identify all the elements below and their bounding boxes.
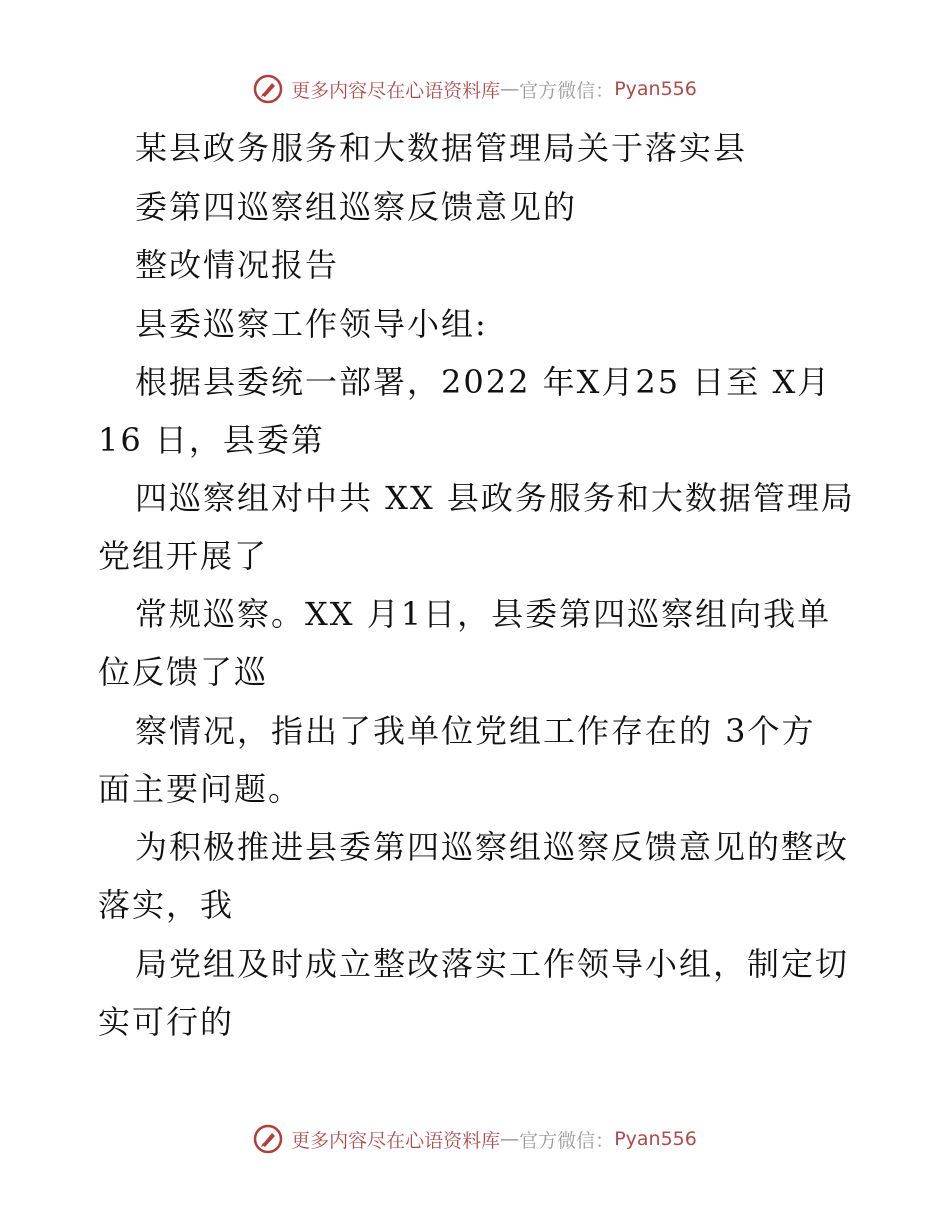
watermark-site: 更多内容尽在心语资料库 xyxy=(291,1129,501,1152)
body-line: 实可行的 xyxy=(98,1003,235,1041)
watermark-label: 官方微信： xyxy=(519,79,615,102)
body-line: 根据县委统一部署，2022 年X月25 日至 X月 xyxy=(135,363,832,401)
watermark-header xyxy=(0,74,950,104)
title-line-2: 委第四巡察组巡察反馈意见的 xyxy=(135,188,578,226)
watermark-footer xyxy=(0,1124,950,1154)
body-line: 党组开展了 xyxy=(98,537,269,575)
watermark-id: Pyan556 xyxy=(614,78,697,100)
body-line: 为积极推进县委第四巡察组巡察反馈意见的整改 xyxy=(135,828,850,866)
body-line: 常规巡察。XX 月1日，县委第四巡察组向我单 xyxy=(135,595,832,633)
watermark-site: 更多内容尽在心语资料库 xyxy=(291,79,501,102)
salutation: 县委巡察工作领导小组: xyxy=(135,305,488,343)
title-line-3: 整改情况报告 xyxy=(135,246,340,284)
body-line: 局党组及时成立整改落实工作领导小组，制定切 xyxy=(135,945,850,983)
body-line: 落实，我 xyxy=(98,886,235,924)
title-line-1: 某县政务服务和大数据管理局关于落实县 xyxy=(135,129,748,167)
watermark-label: 官方微信： xyxy=(519,1129,615,1152)
pen-logo-icon xyxy=(253,74,283,104)
watermark-id: Pyan556 xyxy=(614,1128,697,1150)
body-line: 16 日，县委第 xyxy=(98,421,325,459)
body-line: 面主要问题。 xyxy=(98,770,303,808)
watermark-dash: — xyxy=(500,1128,520,1150)
watermark-dash: — xyxy=(500,78,520,100)
body-line: 位反馈了巡 xyxy=(98,653,269,691)
body-line: 四巡察组对中共 XX 县政务服务和大数据管理局 xyxy=(135,479,855,517)
body-line: 察情况，指出了我单位党组工作存在的 3个方 xyxy=(135,712,816,750)
pen-logo-icon xyxy=(253,1124,283,1154)
